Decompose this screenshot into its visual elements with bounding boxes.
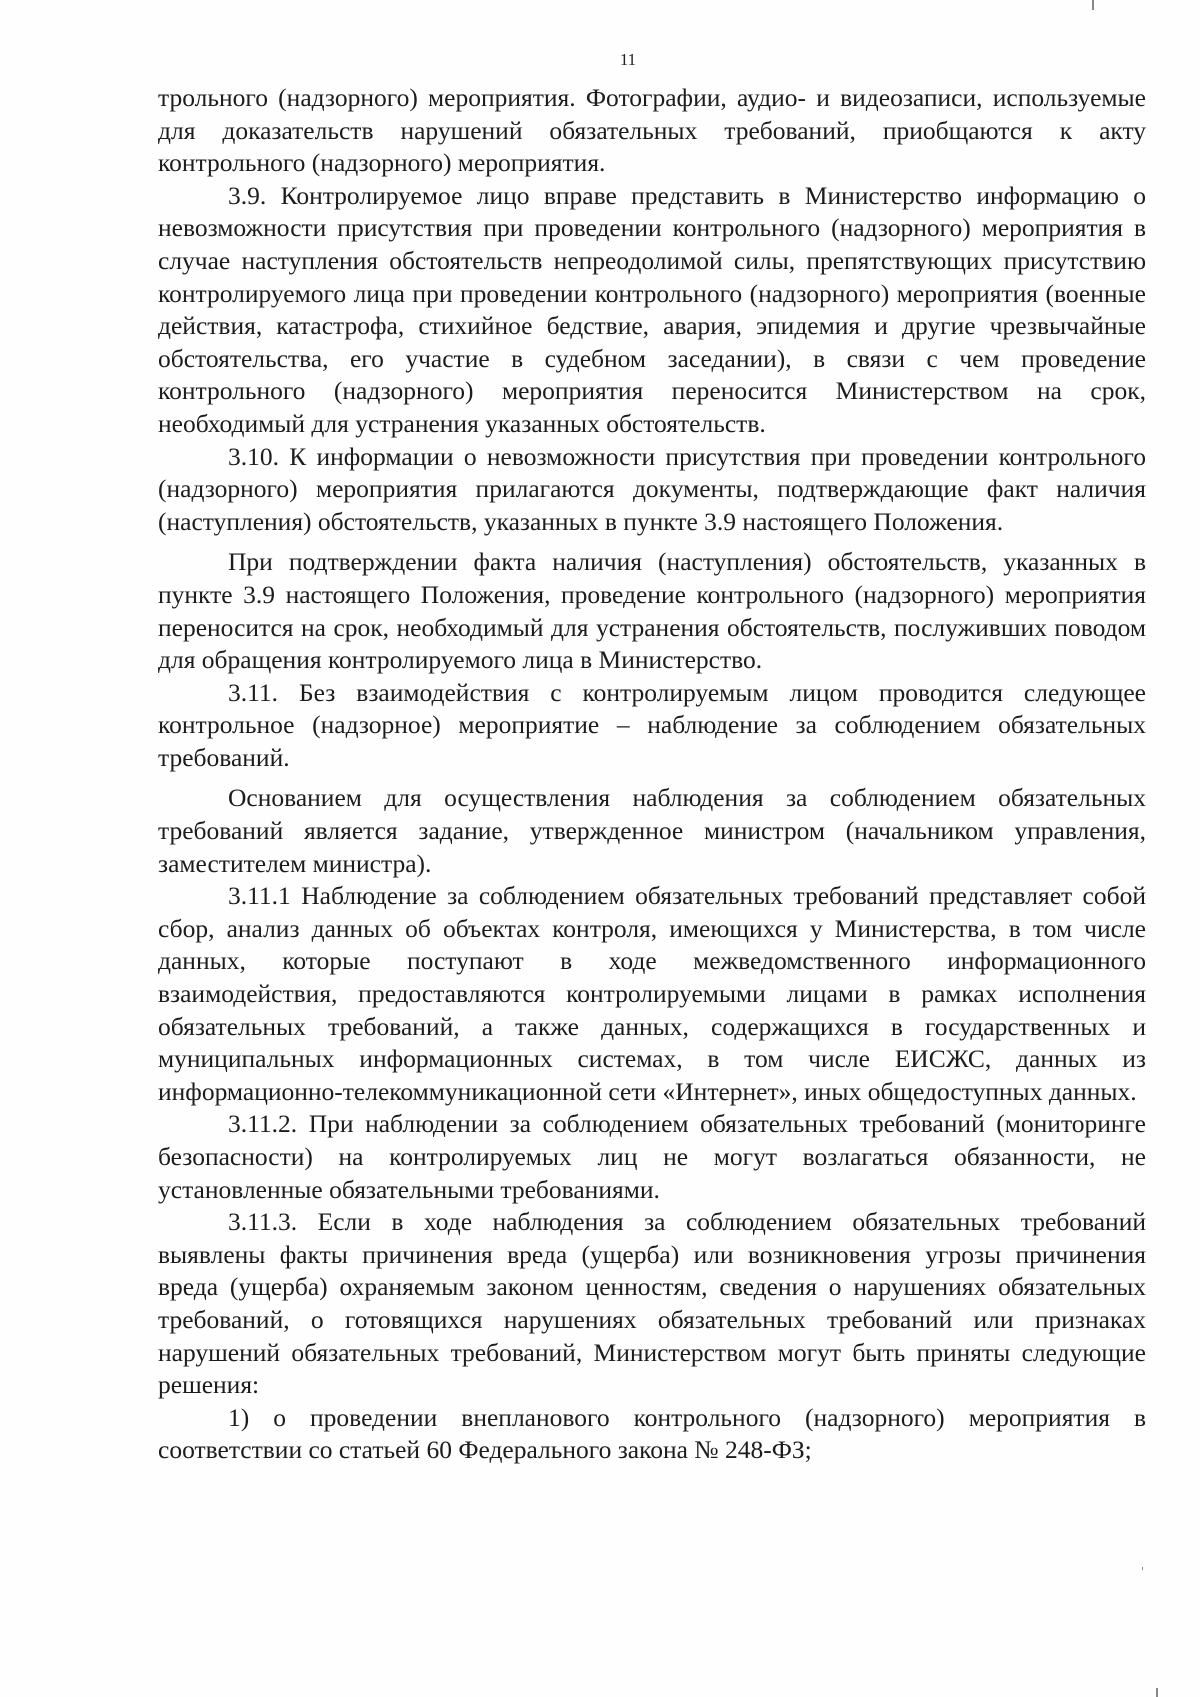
paragraph-3-11-3: 3.11.3. Если в ходе наблюдения за соблюдением обязательных требований выявлены факты причинения вреда (ущерба) или возникновения угрозы причинения вреда (ущерба) охраняемым законом ценностям, сведения о нарушениях обязательных требований, о готовящихся нарушениях обязательных требований или признаках нарушений обязательных требований, Министерством могут быть приняты следующие решения: xyxy=(158,1207,1146,1400)
paragraph-3-11: 3.11. Без взаимодействия с контролируемым лицом проводится следующее контрольное (надзорное) мероприятие – наблюдение за соблюдением обязательных требований. xyxy=(158,677,1146,772)
paragraph-3-10: 3.10. К информации о невозможности присутствия при проведении контрольного (надзорного) мероприятия прилагаются документы, подтверждающие факт наличия (наступления) обстоятельств, указанных в пункте 3.9 настоящего Положения. xyxy=(158,441,1146,536)
paragraph-3-11-basis: Основанием для осуществления наблюдения за соблюдением обязательных требований является задание, утвержденное министром (начальником управления, заместителем министра). xyxy=(158,783,1146,878)
page-number: 11 xyxy=(619,50,637,69)
scan-artifact-margin xyxy=(1142,1567,1143,1570)
paragraph-3-11-1: 3.11.1 Наблюдение за соблюдением обязательных требований представляет собой сбор, анализ данных об объектах контроля, имеющихся у Министерства, в том числе данных, которые поступают в ходе межведомственного информационного взаимодействия, предоставляются контролируемыми лицами в рамках исполнения обязательных требований, а также данных, содержащихся в государственных и муниципальных информационных системах, в том числе ЕИСЖС, данных из информационно-телекоммуникационной сети «Интернет», иных общедоступных данных. xyxy=(158,881,1146,1106)
scan-artifact-bottom-right xyxy=(1156,1688,1158,1697)
paragraph-3-9: 3.9. Контролируемое лицо вправе представить в Министерство информацию о невозможности присутствия при проведении контрольного (надзорного) мероприятия в случае наступления обстоятельств непреодолимой силы, препятствующих присутствию контролируемого лица при проведении контрольного (надзорного) мероприятия (военные действия, катастрофа, стихийное бедствие, авария, эпидемия и другие чрезвычайные обстоятельства, его участие в судебном заседании), в связи с чем проведение контрольного (надзорного) мероприятия переносится Министерством на срок, необходимый для устранения указанных обстоятельств. xyxy=(158,180,1146,438)
paragraph-continuation: трольного (надзорного) мероприятия. Фотографии, аудио- и видеозаписи, используемые для доказательств нарушений обязательных требований, приобщаются к акту контрольного (надзорного) мероприятия. xyxy=(158,83,1146,178)
document-body xyxy=(158,82,1146,1467)
list-item-1: 1) о проведении внепланового контрольного (надзорного) мероприятия в соответствии со статьей 60 Федерального закона № 248-ФЗ; xyxy=(158,1402,1146,1465)
paragraph-3-10-confirmation: При подтверждении факта наличия (наступления) обстоятельств, указанных в пункте 3.9 настоящего Положения, проведение контрольного (надзорного) мероприятия переносится на срок, необходимый для устранения обстоятельств, послуживших поводом для обращения контролируемого лица в Министерство. xyxy=(158,547,1146,675)
scan-artifact-top-right xyxy=(1092,0,1094,10)
paragraph-3-11-2: 3.11.2. При наблюдении за соблюдением обязательных требований (мониторинге безопасности) на контролируемых лиц не могут возлагаться обязанности, не установленные обязательными требованиями. xyxy=(158,1109,1146,1204)
